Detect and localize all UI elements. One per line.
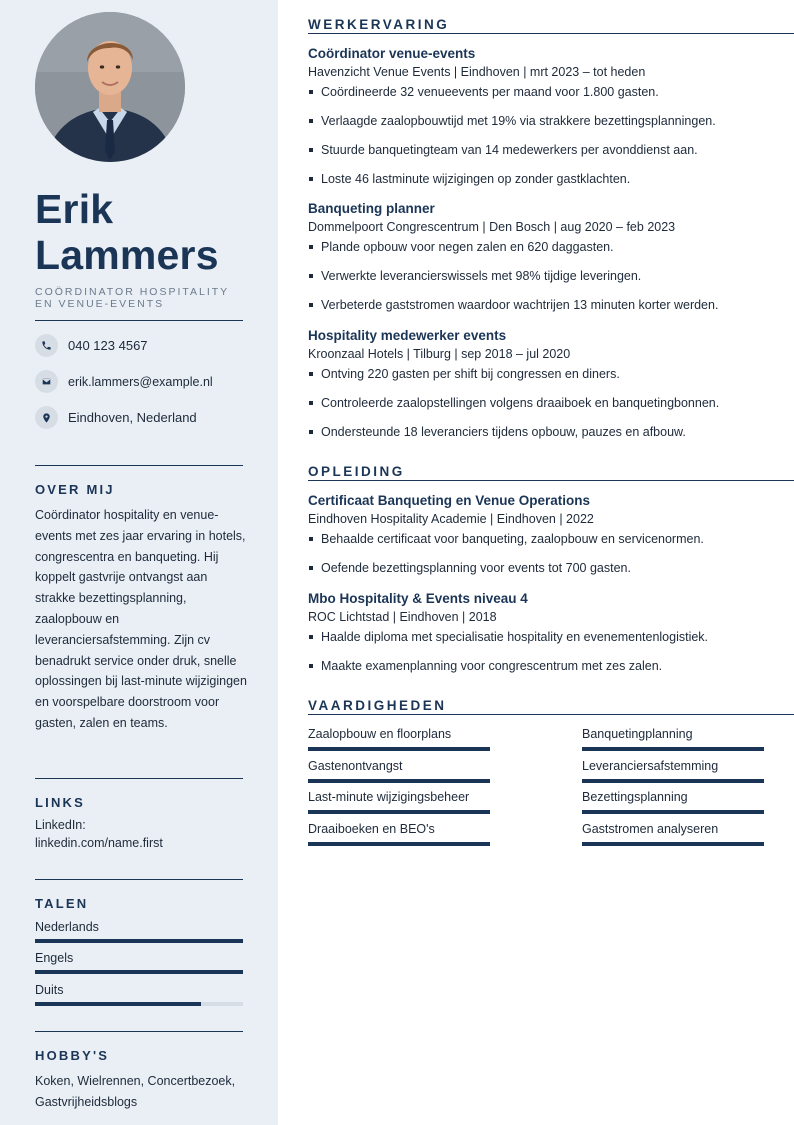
skill-name: Gaststromen analyseren xyxy=(582,822,719,836)
skill-bar xyxy=(582,810,764,814)
skill-bar xyxy=(308,747,490,751)
linkedin-link[interactable]: linkedin.com/name.first xyxy=(35,836,163,850)
education-entry xyxy=(308,493,794,590)
skill-name: Leveranciersafstemming xyxy=(582,759,719,773)
main-content xyxy=(308,0,794,1125)
language-name: Engels xyxy=(35,951,74,965)
bullet-item: Verlaagde zaalopbouwtijd met 19% via strakkere bezettingsplanningen. xyxy=(308,114,794,143)
bullet-item: Behaalde certificaat voor banqueting, zaalopbouw en servicenormen. xyxy=(308,532,794,561)
education-entry xyxy=(308,591,794,688)
education-title: Mbo Hospitality & Events niveau 4 xyxy=(308,591,528,606)
skill-item xyxy=(308,727,490,751)
contact-email xyxy=(35,370,213,393)
job-role: Hospitality medewerker events xyxy=(308,328,507,343)
language-level-bar xyxy=(35,1002,243,1006)
about-heading: OVER MIJ xyxy=(35,482,115,497)
skill-item xyxy=(582,759,764,783)
skill-bar xyxy=(582,842,764,846)
bullet-item: Loste 46 lastminute wijzigingen op zonder gastklachten. xyxy=(308,172,794,201)
contact-phone xyxy=(35,334,148,357)
job-bullets xyxy=(308,240,794,327)
education-meta: Eindhoven Hospitality Academie | Eindhoven | 2022 xyxy=(308,512,594,526)
language-level-bar xyxy=(35,939,243,943)
education-heading: OPLEIDING xyxy=(308,464,794,481)
job-entry xyxy=(308,46,794,201)
skill-item xyxy=(582,727,764,751)
skill-item xyxy=(582,790,764,814)
skill-bar xyxy=(308,779,490,783)
about-text: Coördinator hospitality en venue-events met zes jaar ervaring in hotels, congrescentra en banqueting. Hij koppelt gastvrije ontvangst aan strakke bezettingsplanning, zaalopbouw en leveranciersafstemming. Zijn cv benadrukt service onder druk, snelle oplossingen bij last-minute wijzigingen en voorspelbare doorstroom voor gasten, zalen en teams. xyxy=(35,508,247,730)
education-meta: ROC Lichtstad | Eindhoven | 2018 xyxy=(308,610,497,624)
skill-name: Bezettingsplanning xyxy=(582,790,688,804)
bullet-item: Ondersteunde 18 leveranciers tijdens opbouw, pauzes en afbouw. xyxy=(308,425,794,454)
bullet-item: Maakte examenplanning voor congrescentrum met zes zalen. xyxy=(308,659,794,688)
email-link[interactable]: erik.lammers@example.nl xyxy=(68,374,213,389)
first-name: Erik xyxy=(35,186,114,232)
language-level-bar xyxy=(35,970,243,974)
divider xyxy=(35,879,243,880)
education-title: Certificaat Banqueting en Venue Operations xyxy=(308,493,591,508)
divider xyxy=(35,320,243,321)
job-entry xyxy=(308,201,794,327)
skill-item xyxy=(308,822,490,846)
education-bullets xyxy=(308,532,794,590)
skill-item xyxy=(582,822,764,846)
language-level-fill xyxy=(35,970,243,974)
languages-heading: TALEN xyxy=(35,896,89,911)
divider xyxy=(35,465,243,466)
links-block xyxy=(35,816,247,852)
phone-text: 040 123 4567 xyxy=(68,338,148,353)
bullet-item: Haalde diploma met specialisatie hospitality en evenementenlogistiek. xyxy=(308,630,794,659)
skill-bar xyxy=(308,842,490,846)
job-entry xyxy=(308,328,794,454)
language-level-fill xyxy=(35,1002,201,1006)
language-item xyxy=(35,983,243,1006)
bullet-item: Stuurde banquetingteam van 14 medewerkers per avonddienst aan. xyxy=(308,143,794,172)
skills-heading: VAARDIGHEDEN xyxy=(308,698,794,715)
hobbies-text: Koken, Wielrennen, Concertbezoek, Gastvrijheidsblogs xyxy=(35,1074,236,1109)
location-pin-icon xyxy=(35,406,58,429)
divider xyxy=(35,778,243,779)
contact-location xyxy=(35,406,197,429)
mail-icon xyxy=(35,370,58,393)
job-role: Coördinator venue-events xyxy=(308,46,476,61)
bullet-item: Oefende bezettingsplanning voor events tot 700 gasten. xyxy=(308,561,794,590)
job-meta: Kroonzaal Hotels | Tilburg | sep 2018 – jul 2020 xyxy=(308,347,571,361)
skill-item xyxy=(308,759,490,783)
bullet-item: Verwerkte leverancierswissels met 98% tijdige leveringen. xyxy=(308,269,794,298)
sidebar xyxy=(0,0,278,1125)
language-item xyxy=(35,920,243,943)
language-level-fill xyxy=(35,939,243,943)
education-bullets xyxy=(308,630,794,688)
job-meta: Dommelpoort Congrescentrum | Den Bosch | aug 2020 – feb 2023 xyxy=(308,220,676,234)
last-name: Lammers xyxy=(35,232,219,278)
job-bullets xyxy=(308,367,794,454)
job-role: Banqueting planner xyxy=(308,201,435,216)
profile-photo xyxy=(35,12,185,162)
bullet-item: Controleerde zaalopstellingen volgens draaiboek en banquetingbonnen. xyxy=(308,396,794,425)
divider xyxy=(35,1031,243,1032)
links-heading: LINKS xyxy=(35,795,85,810)
skill-item xyxy=(308,790,490,814)
experience-heading: WERKERVARING xyxy=(308,17,794,34)
bullet-item: Plande opbouw voor negen zalen en 620 daggasten. xyxy=(308,240,794,269)
skill-bar xyxy=(308,810,490,814)
language-name: Nederlands xyxy=(35,920,99,934)
bullet-item: Verbeterde gaststromen waardoor wachtrijen 13 minuten korter werden. xyxy=(308,298,794,327)
linkedin-label: LinkedIn: xyxy=(35,818,86,832)
skill-bar xyxy=(582,747,764,751)
bullet-item: Ontving 220 gasten per shift bij congressen en diners. xyxy=(308,367,794,396)
language-name: Duits xyxy=(35,983,64,997)
skill-name: Last-minute wijzigingsbeheer xyxy=(308,790,470,804)
skill-bar xyxy=(582,779,764,783)
job-title: COÖRDINATOR HOSPITALITY EN VENUE-EVENTS xyxy=(35,286,229,310)
job-meta: Havenzicht Venue Events | Eindhoven | mrt 2023 – tot heden xyxy=(308,65,646,79)
skill-name: Draaiboeken en BEO's xyxy=(308,822,435,836)
skill-name: Banquetingplanning xyxy=(582,727,693,741)
skill-name: Gastenontvangst xyxy=(308,759,403,773)
location-text: Eindhoven, Nederland xyxy=(68,410,197,425)
candidate-name xyxy=(35,186,219,278)
skill-name: Zaalopbouw en floorplans xyxy=(308,727,452,741)
phone-icon xyxy=(35,334,58,357)
bullet-item: Coördineerde 32 venueevents per maand voor 1.800 gasten. xyxy=(308,85,794,114)
job-bullets xyxy=(308,85,794,201)
language-item xyxy=(35,951,243,974)
hobbies-heading: HOBBY'S xyxy=(35,1048,110,1063)
